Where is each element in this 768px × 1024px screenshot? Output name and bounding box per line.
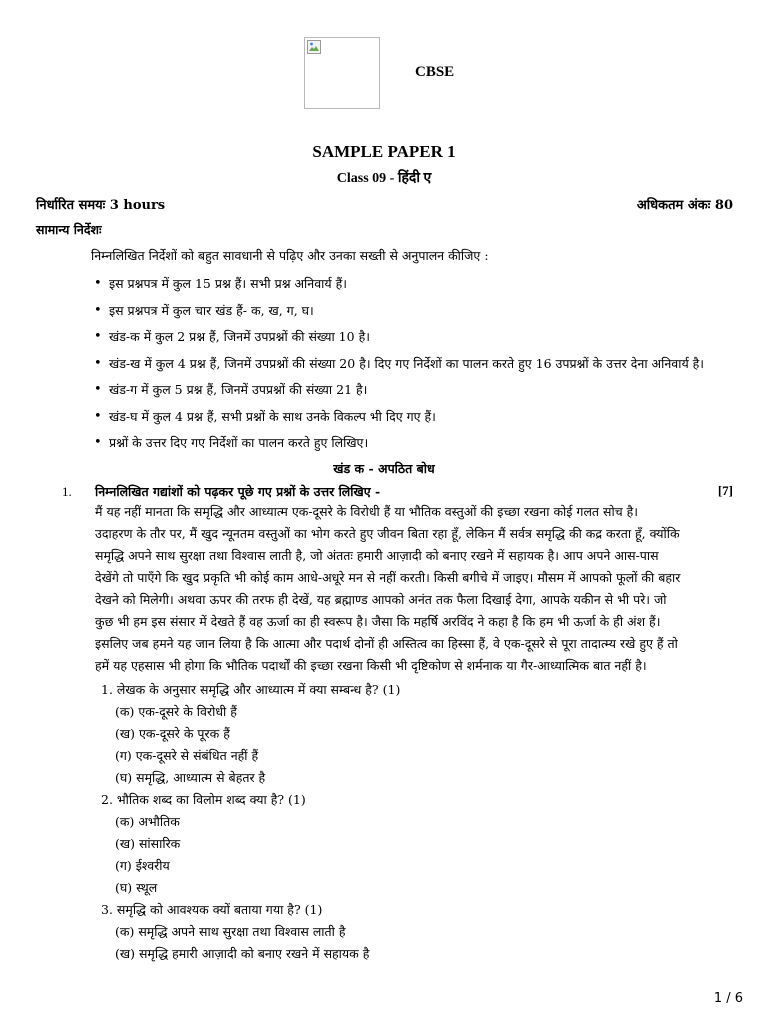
answer-option: (ख) समृद्धि हमारी आज़ादी को बनाए रखने में सहायक है bbox=[115, 946, 370, 961]
comprehension-passage bbox=[95, 501, 740, 677]
section-heading: खंड क - अपठित बोध bbox=[333, 461, 435, 476]
passage-line: देखने को मिलेगी। अथवा ऊपर की तरफ ही देखें, यह ब्रह्माण्ड आपको अनंत तक फैला दिखाई देगा, आपके यकीन से भी परे। जो bbox=[95, 592, 667, 607]
instruction-item: • खंड-घ में कुल 4 प्रश्न हैं, सभी प्रश्नों के साथ उनके विकल्प भी दिए गए हैं। bbox=[92, 406, 742, 433]
instruction-item: • खंड-ग में कुल 5 प्रश्न हैं, जिनमें उपप्रश्नों की संख्या 21 है। bbox=[92, 379, 742, 406]
maximum-marks: अधिकतम अंकः 80 bbox=[636, 198, 733, 213]
passage-line: हमें यह एहसास भी होगा कि भौतिक पदार्थों की इच्छा रखना किसी भी दृष्टिकोण से शर्मनाक या गैर-आध्यात्मिक बात नहीं है। bbox=[95, 658, 647, 673]
logo-image-placeholder bbox=[304, 37, 380, 109]
answer-option: (ग) एक-दूसरे से संबंधित नहीं हैं bbox=[115, 748, 259, 763]
question-number: 1. bbox=[62, 484, 72, 499]
subquestion-text: 1. लेखक के अनुसार समृद्धि और आध्यात्म में क्या सम्बन्ध है? (1) bbox=[101, 682, 401, 697]
instructions-list bbox=[92, 273, 742, 459]
passage-line: समृद्धि अपने साथ सुरक्षा तथा विश्वास लाती है, जो अंततः हमारी आज़ादी को बनाए रखने में सहायक है। आप अपने आस-पास bbox=[95, 548, 659, 563]
passage-line: देखेंगे तो पाएँगे कि खुद प्रकृति भी कोई काम आधे-अधूरे मन से नहीं करती। किसी बगीचे में जाइए। मौसम में आपको फूलों की बहार bbox=[95, 570, 681, 585]
instructions-intro: निम्नलिखित निर्देशों को बहुत सावधानी से पढ़िए और उनका सख्ती से अनुपालन कीजिए : bbox=[91, 248, 489, 263]
paper-title: SAMPLE PAPER 1 bbox=[312, 142, 456, 161]
answer-option: (घ) समृद्धि, आध्यात्म से बेहतर है bbox=[115, 770, 266, 785]
instruction-item: • इस प्रश्नपत्र में कुल 15 प्रश्न हैं। सभी प्रश्न अनिवार्य हैं। bbox=[92, 273, 742, 300]
broken-image-icon bbox=[307, 40, 321, 54]
page-indicator: 1 / 6 bbox=[713, 991, 743, 1006]
passage-line: कुछ भी हम इस संसार में देखते हैं वह ऊर्जा का ही स्वरूप है। जैसा कि महर्षि अरविंद ने कहा है कि हम भी ऊर्जा के ही अंश हैं। bbox=[95, 614, 661, 629]
subquestion-text: 2. भौतिक शब्द का विलोम शब्द क्या है? (1) bbox=[101, 792, 306, 807]
general-instructions-heading: सामान्य निर्देशः bbox=[36, 222, 102, 237]
instruction-item: • प्रश्नों के उत्तर दिए गए निर्देशों का पालन करते हुए लिखिए। bbox=[92, 432, 742, 459]
board-name: CBSE bbox=[415, 64, 455, 80]
answer-option: (ख) सांसारिक bbox=[115, 836, 181, 851]
answer-option: (ग) ईश्वरीय bbox=[115, 858, 170, 873]
subquestion-text: 3. समृद्धि को आवश्यक क्यों बताया गया है? (1) bbox=[101, 902, 323, 917]
subquestions bbox=[101, 679, 741, 965]
passage-line: मैं यह नहीं मानता कि समृद्धि और आध्यात्म एक-दूसरे के विरोधी हैं या भौतिक वस्तुओं की इच्छा रखना कोई गलत सोच है। bbox=[95, 504, 638, 519]
passage-line: इसलिए जब हमने यह जान लिया है कि आत्मा और पदार्थ दोनों ही अस्तित्व का हिस्सा हैं, वे एक-दूसरे से पूरा तादात्म्य रखे हुए हैं तो bbox=[95, 636, 678, 651]
instruction-item: • खंड-क में कुल 2 प्रश्न हैं, जिनमें उपप्रश्नों की संख्या 10 है। bbox=[92, 326, 742, 353]
answer-option: (क) समृद्धि अपने साथ सुरक्षा तथा विश्वास लाती है bbox=[115, 924, 346, 939]
passage-line: उदाहरण के तौर पर, मैं खुद न्यूनतम वस्तुओं का भोग करते हुए जीवन बिता रहा हूँ, लेकिन मैं सर्वत्र समृद्धि की कद्र करता हूँ, क्योंकि bbox=[95, 526, 680, 541]
answer-option: (ख) एक-दूसरे के पूरक हैं bbox=[115, 726, 230, 741]
instruction-item: • खंड-ख में कुल 4 प्रश्न हैं, जिनमें उपप्रश्नों की संख्या 20 है। दिए गए निर्देशों का पालन करते हुए 16 उपप्रश्नों के उत्तर देना अनिवार्य है। bbox=[92, 353, 742, 380]
question-marks: [7] bbox=[717, 483, 733, 498]
time-allowed: निर्धारित समयः 3 hours bbox=[36, 198, 166, 213]
answer-option: (क) अभौतिक bbox=[115, 814, 180, 829]
class-subject-line: Class 09 - हिंदी ए bbox=[336, 171, 432, 186]
instruction-item: • इस प्रश्नपत्र में कुल चार खंड हैं- क, ख, ग, घ। bbox=[92, 300, 742, 327]
answer-option: (घ) स्थूल bbox=[115, 880, 158, 895]
question-heading: निम्नलिखित गद्यांशों को पढ़कर पूछे गए प्रश्नों के उत्तर लिखिए - bbox=[95, 484, 381, 499]
answer-option: (क) एक-दूसरे के विरोधी हैं bbox=[115, 704, 237, 719]
